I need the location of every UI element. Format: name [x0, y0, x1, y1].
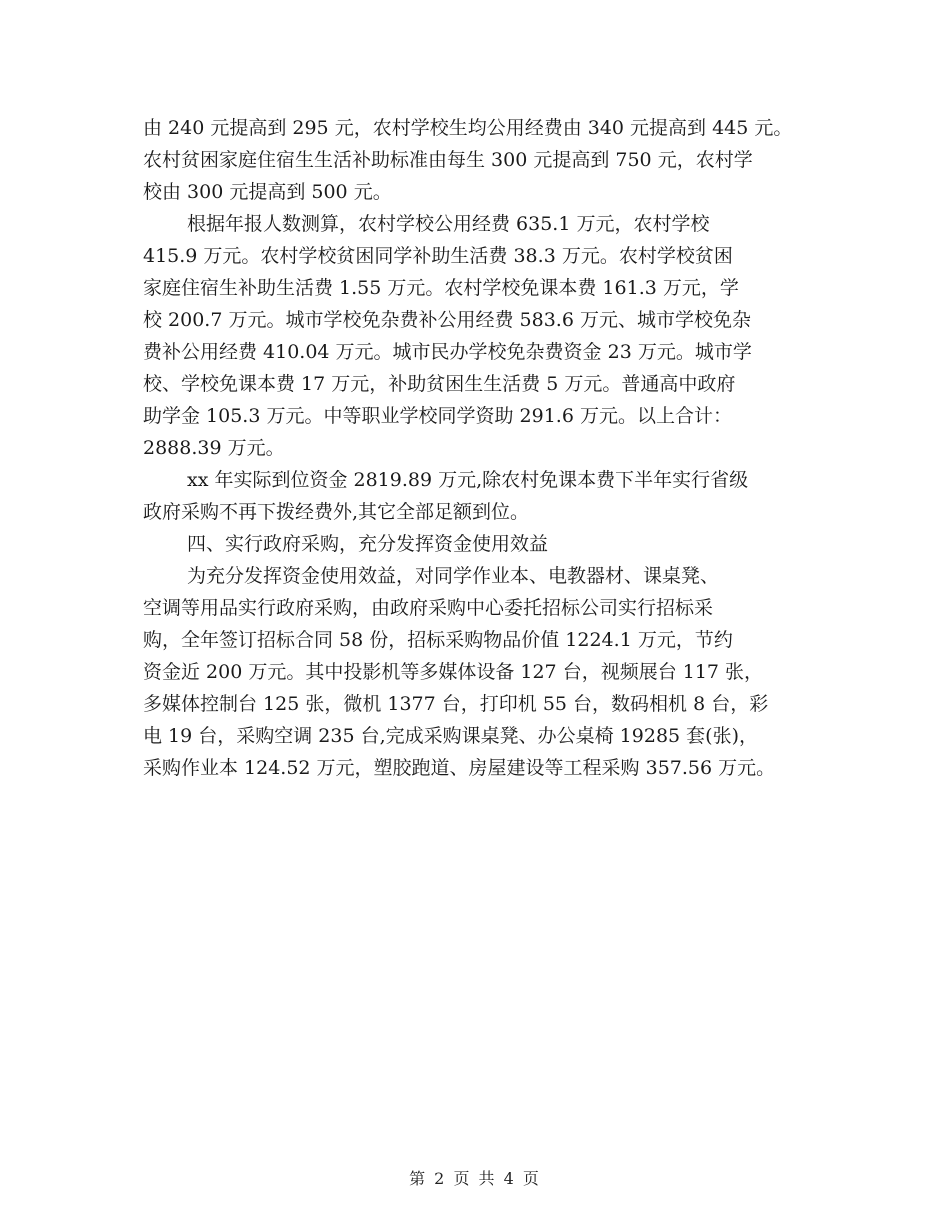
text-line: 校、学校免课本费 17 万元，补助贫困生生活费 5 万元。普通高中政府	[143, 373, 736, 395]
paragraph	[143, 528, 843, 560]
text-line: 资金近 200 万元。其中投影机等多媒体设备 127 台，视频展台 117 张，	[143, 661, 764, 683]
text-line: 415.9 万元。农村学校贫困同学补助生活费 38.3 万元。农村学校贫困	[143, 245, 733, 267]
text-line: 根据年报人数测算，农村学校公用经费 635.1 万元，农村学校	[187, 213, 710, 235]
paragraph	[143, 560, 843, 784]
paragraph	[143, 208, 843, 464]
text-line: 农村贫困家庭住宿生生活补助标准由每生 300 元提高到 750 元，农村学	[143, 149, 753, 171]
text-line: 为充分发挥资金使用效益，对同学作业本、电教器材、课桌凳、	[187, 565, 720, 587]
text-line: 由 240 元提高到 295 元，农村学校生均公用经费由 340 元提高到 445 元。	[143, 117, 793, 139]
page-footer: 第 2 页 共 4 页	[409, 1169, 541, 1188]
text-line: 四、实行政府采购，充分发挥资金使用效益	[187, 533, 549, 555]
text-line: 校由 300 元提高到 500 元。	[143, 181, 392, 203]
text-line: 校 200.7 万元。城市学校免杂费补公用经费 583.6 万元、城市学校免杂	[143, 309, 751, 331]
document-body	[143, 112, 843, 784]
text-line: 家庭住宿生补助生活费 1.55 万元。农村学校免课本费 161.3 万元，学	[143, 277, 739, 299]
text-line: 购，全年签订招标合同 58 份，招标采购物品价值 1224.1 万元，节约	[143, 629, 733, 651]
paragraph	[143, 112, 843, 208]
text-line: 政府采购不再下拨经费外,其它全部足额到位。	[143, 501, 530, 523]
text-line: 多媒体控制台 125 张，微机 1377 台，打印机 55 台，数码相机 8 台，彩	[143, 693, 769, 715]
text-line: 空调等用品实行政府采购，由政府采购中心委托招标公司实行招标采	[143, 597, 714, 619]
text-line: 采购作业本 124.52 万元，塑胶跑道、房屋建设等工程采购 357.56 万元。	[143, 757, 776, 779]
paragraph	[143, 464, 843, 528]
text-line: xx 年实际到位资金 2819.89 万元,除农村免课本费下半年实行省级	[187, 469, 749, 491]
text-line: 费补公用经费 410.04 万元。城市民办学校免杂费资金 23 万元。城市学	[143, 341, 752, 363]
text-line: 助学金 105.3 万元。中等职业学校同学资助 291.6 万元。以上合计：	[143, 405, 732, 427]
text-line: 电 19 台，采购空调 235 台,完成采购课桌凳、办公桌椅 19285 套(张)，	[143, 725, 758, 747]
text-line: 2888.39 万元。	[143, 437, 285, 459]
